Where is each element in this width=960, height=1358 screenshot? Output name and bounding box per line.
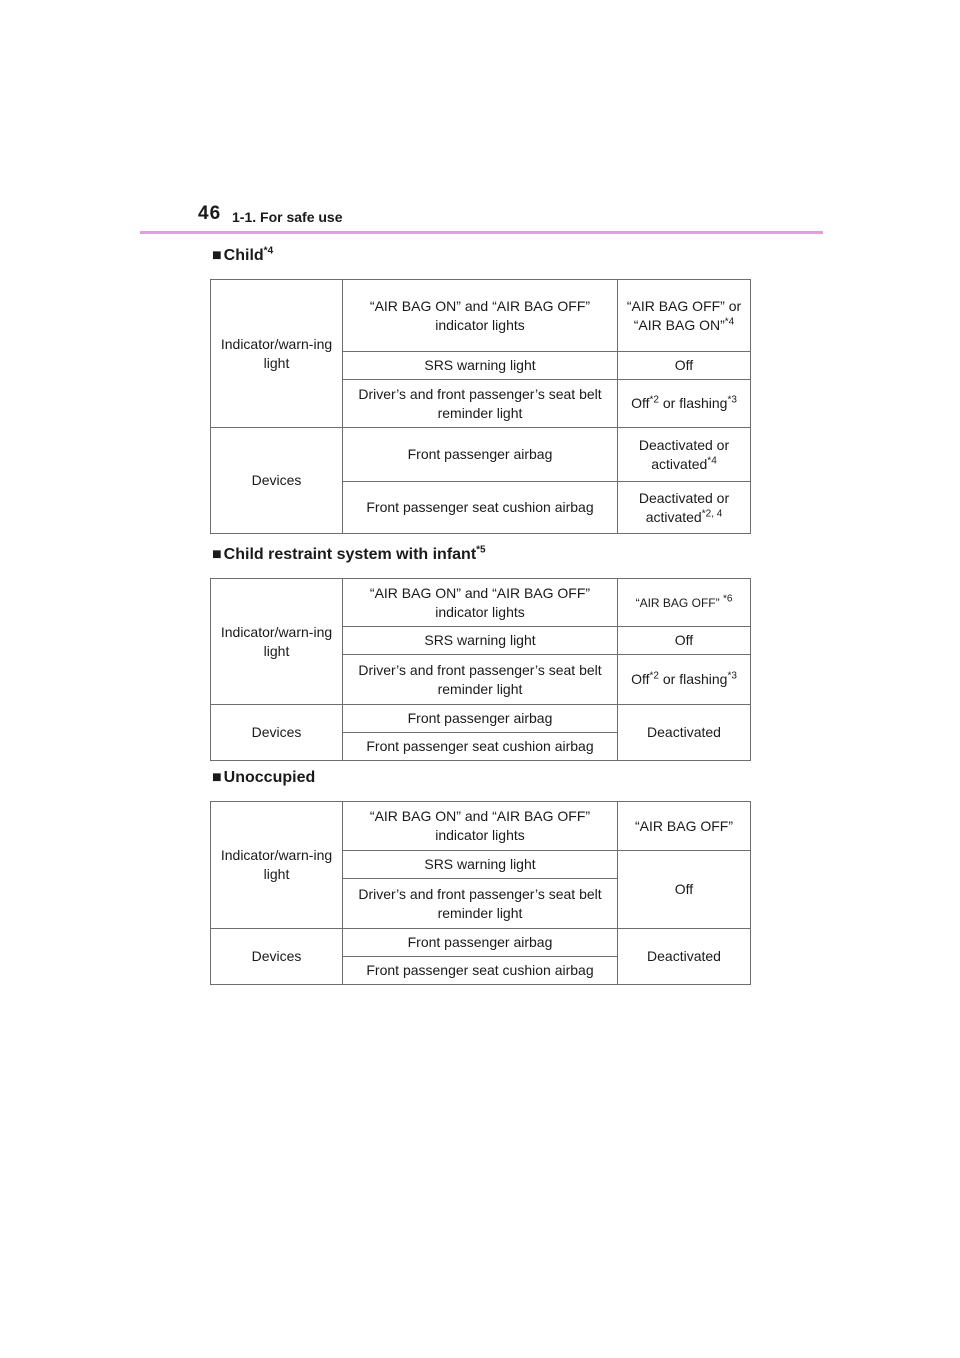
child-table <box>210 279 751 534</box>
square-bullet-icon: ■ <box>212 769 222 786</box>
srs-value: Off <box>618 352 751 380</box>
airbag-value: Deactivated <box>618 929 751 985</box>
front-airbag-label: Front passenger airbag <box>343 428 618 482</box>
srs-label: SRS warning light <box>343 851 618 879</box>
unoccupied-table <box>210 801 751 985</box>
devices-label: Devices <box>211 428 343 534</box>
square-bullet-icon: ■ <box>212 546 222 563</box>
belt-value: Off$^{*2}$ or flashing$^{*3}$ <box>618 380 751 428</box>
section-heading-unoccupied: ■ Unoccupied <box>212 769 316 786</box>
page-header <box>198 203 823 233</box>
airbag-lights-value: “AIR BAG OFF” $^{*6}$ <box>618 579 751 627</box>
belt-label: Driver’s and front passenger’s seat belt reminder light <box>343 380 618 428</box>
front-airbag-label: Front passenger airbag <box>343 929 618 957</box>
page-number: 46 <box>198 203 222 224</box>
cushion-airbag-value: Deactivated or activated$^{*2, 4}$ <box>618 482 751 534</box>
section-heading-child: ■ Child$^{*4}$ <box>212 245 274 264</box>
cushion-airbag-label: Front passenger seat cushion airbag <box>343 482 618 534</box>
airbag-lights-label: “AIR BAG ON” and “AIR BAG OFF” indicator lights <box>343 579 618 627</box>
airbag-lights-value: “AIR BAG OFF” <box>618 802 751 851</box>
cushion-airbag-label: Front passenger seat cushion airbag <box>343 733 618 761</box>
srs-label: SRS warning light <box>343 627 618 655</box>
indicator-label: Indicator/warn-ing light <box>211 280 343 428</box>
lights-value: Off <box>618 851 751 929</box>
airbag-lights-label: “AIR BAG ON” and “AIR BAG OFF” indicator lights <box>343 280 618 352</box>
infant-table <box>210 578 751 761</box>
indicator-label: Indicator/warn-ing light <box>211 802 343 929</box>
header-rule <box>140 231 823 234</box>
belt-label: Driver’s and front passenger’s seat belt reminder light <box>343 655 618 705</box>
square-bullet-icon: ■ <box>212 247 222 264</box>
airbag-lights-value: “AIR BAG OFF” or “AIR BAG ON”$^{*4}$ <box>618 280 751 352</box>
airbag-value: Deactivated <box>618 705 751 761</box>
airbag-lights-label: “AIR BAG ON” and “AIR BAG OFF” indicator lights <box>343 802 618 851</box>
devices-label: Devices <box>211 705 343 761</box>
front-airbag-label: Front passenger airbag <box>343 705 618 733</box>
devices-label: Devices <box>211 929 343 985</box>
cushion-airbag-label: Front passenger seat cushion airbag <box>343 957 618 985</box>
belt-value: Off$^{*2}$ or flashing$^{*3}$ <box>618 655 751 705</box>
section-title: 1-1. For safe use <box>232 209 343 225</box>
section-heading-infant: ■ Child restraint system with infant$^{*5}$ <box>212 544 486 563</box>
indicator-label: Indicator/warn-ing light <box>211 579 343 705</box>
srs-value: Off <box>618 627 751 655</box>
belt-label: Driver’s and front passenger’s seat belt reminder light <box>343 879 618 929</box>
front-airbag-value: Deactivated or activated$^{*4}$ <box>618 428 751 482</box>
srs-label: SRS warning light <box>343 352 618 380</box>
